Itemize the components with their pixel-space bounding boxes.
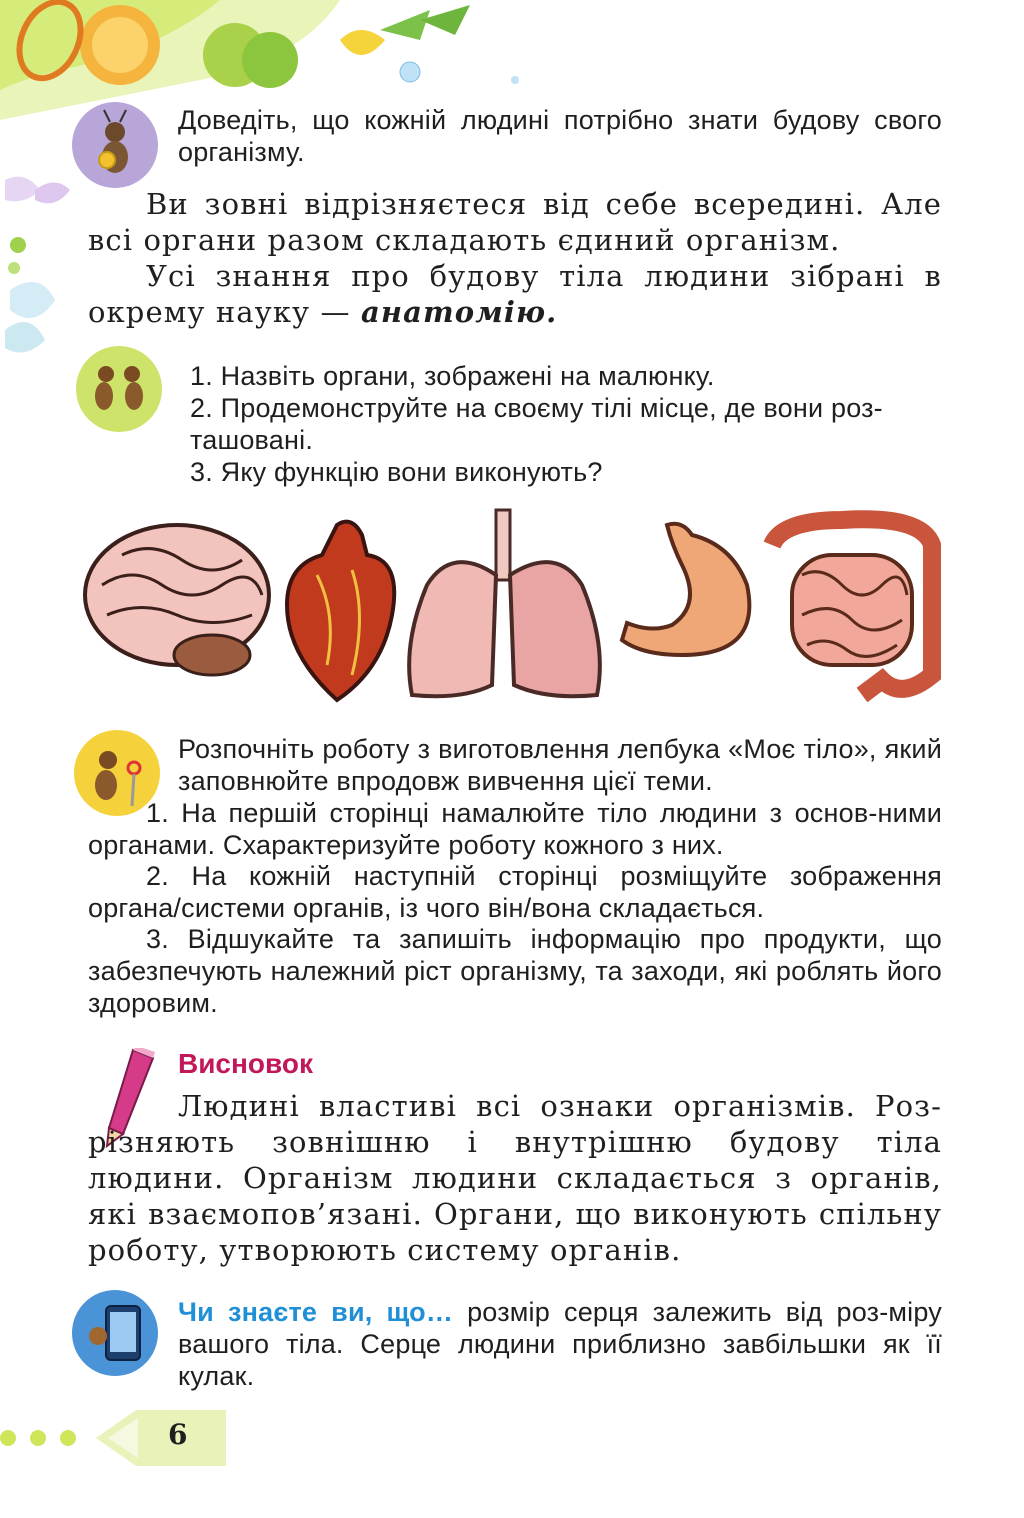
lapbook-item-3: 3. Відшукайте та запишіть інформацію про продукти, що забезпечують належний ріст організму, та заходи, які роблять його здоровим.: [88, 924, 942, 1018]
heart-icon: [287, 522, 394, 700]
section1-paragraph1: [88, 186, 942, 258]
brain-icon: [85, 525, 269, 675]
didyouknow-block: [178, 1296, 942, 1392]
page-number: 6: [168, 1418, 188, 1451]
footer-dot: [30, 1430, 46, 1446]
page-number-tab: [96, 1408, 226, 1468]
didyouknow-text: розмір серця залежить від роз-міру вашого тіла. Серце людини приблизно завбільшки як її кулак.: [178, 1297, 942, 1391]
lungs-icon: [409, 510, 600, 696]
organs-illustration: [82, 505, 942, 705]
section1-prompt: Доведіть, що кожній людині потрібно знати будову свого організму.: [178, 105, 942, 167]
section1-p2-text: Усі знання про будову тіла людини зібрані в окрему науку —: [88, 259, 942, 329]
intestines-icon: [772, 519, 932, 695]
conclusion-text: Людині властиві всі ознаки організмів. Роз-різняють зовнішню і внутрішню будову тіла людини. Організм людини складається з органів, які взаємопов’язані. Органи, що виконують спільну роботу, утворюють систему органів.: [88, 1089, 942, 1267]
anatomy-term: анатомію.: [360, 295, 558, 329]
ant-phone-icon: [72, 1290, 158, 1376]
didyouknow-lead: Чи знаєте ви, що…: [178, 1297, 454, 1327]
section1-p1-text: Ви зовні відрізняєтеся від себе всередині. Але всі органи разом складають єдиний організм.: [88, 187, 942, 257]
question-3: 3. Яку функцію вони виконують?: [190, 457, 603, 487]
lapbook-item-1: 1. На першій сторінці намалюйте тіло людини з основ-ними органами. Схарактеризуйте роботу кожного з них.: [88, 798, 942, 860]
left-decoration: [0, 170, 80, 360]
section1-paragraph2: [88, 258, 942, 330]
stomach-icon: [622, 524, 749, 655]
ant-medal-icon: [72, 102, 158, 188]
footer-dot: [0, 1430, 16, 1446]
two-ants-icon: [76, 346, 162, 432]
lapbook-intro: Розпочніть роботу з виготовлення лепбука «Моє тіло», який заповнюйте впродовж вивчення цієї теми.: [178, 734, 942, 796]
question-2: 2. Продемонструйте на своєму тілі місце, де вони роз-ташовані.: [190, 393, 883, 455]
questions-block: [190, 360, 942, 488]
question-1: 1. Назвіть органи, зображені на малюнку.: [190, 361, 715, 391]
lapbook-item-2: 2. На кожній наступній сторінці розміщуйте зображення органа/системи органів, із чого він/вона складається.: [88, 861, 942, 923]
conclusion-title: Висновок: [178, 1048, 313, 1079]
footer-dot: [60, 1430, 76, 1446]
